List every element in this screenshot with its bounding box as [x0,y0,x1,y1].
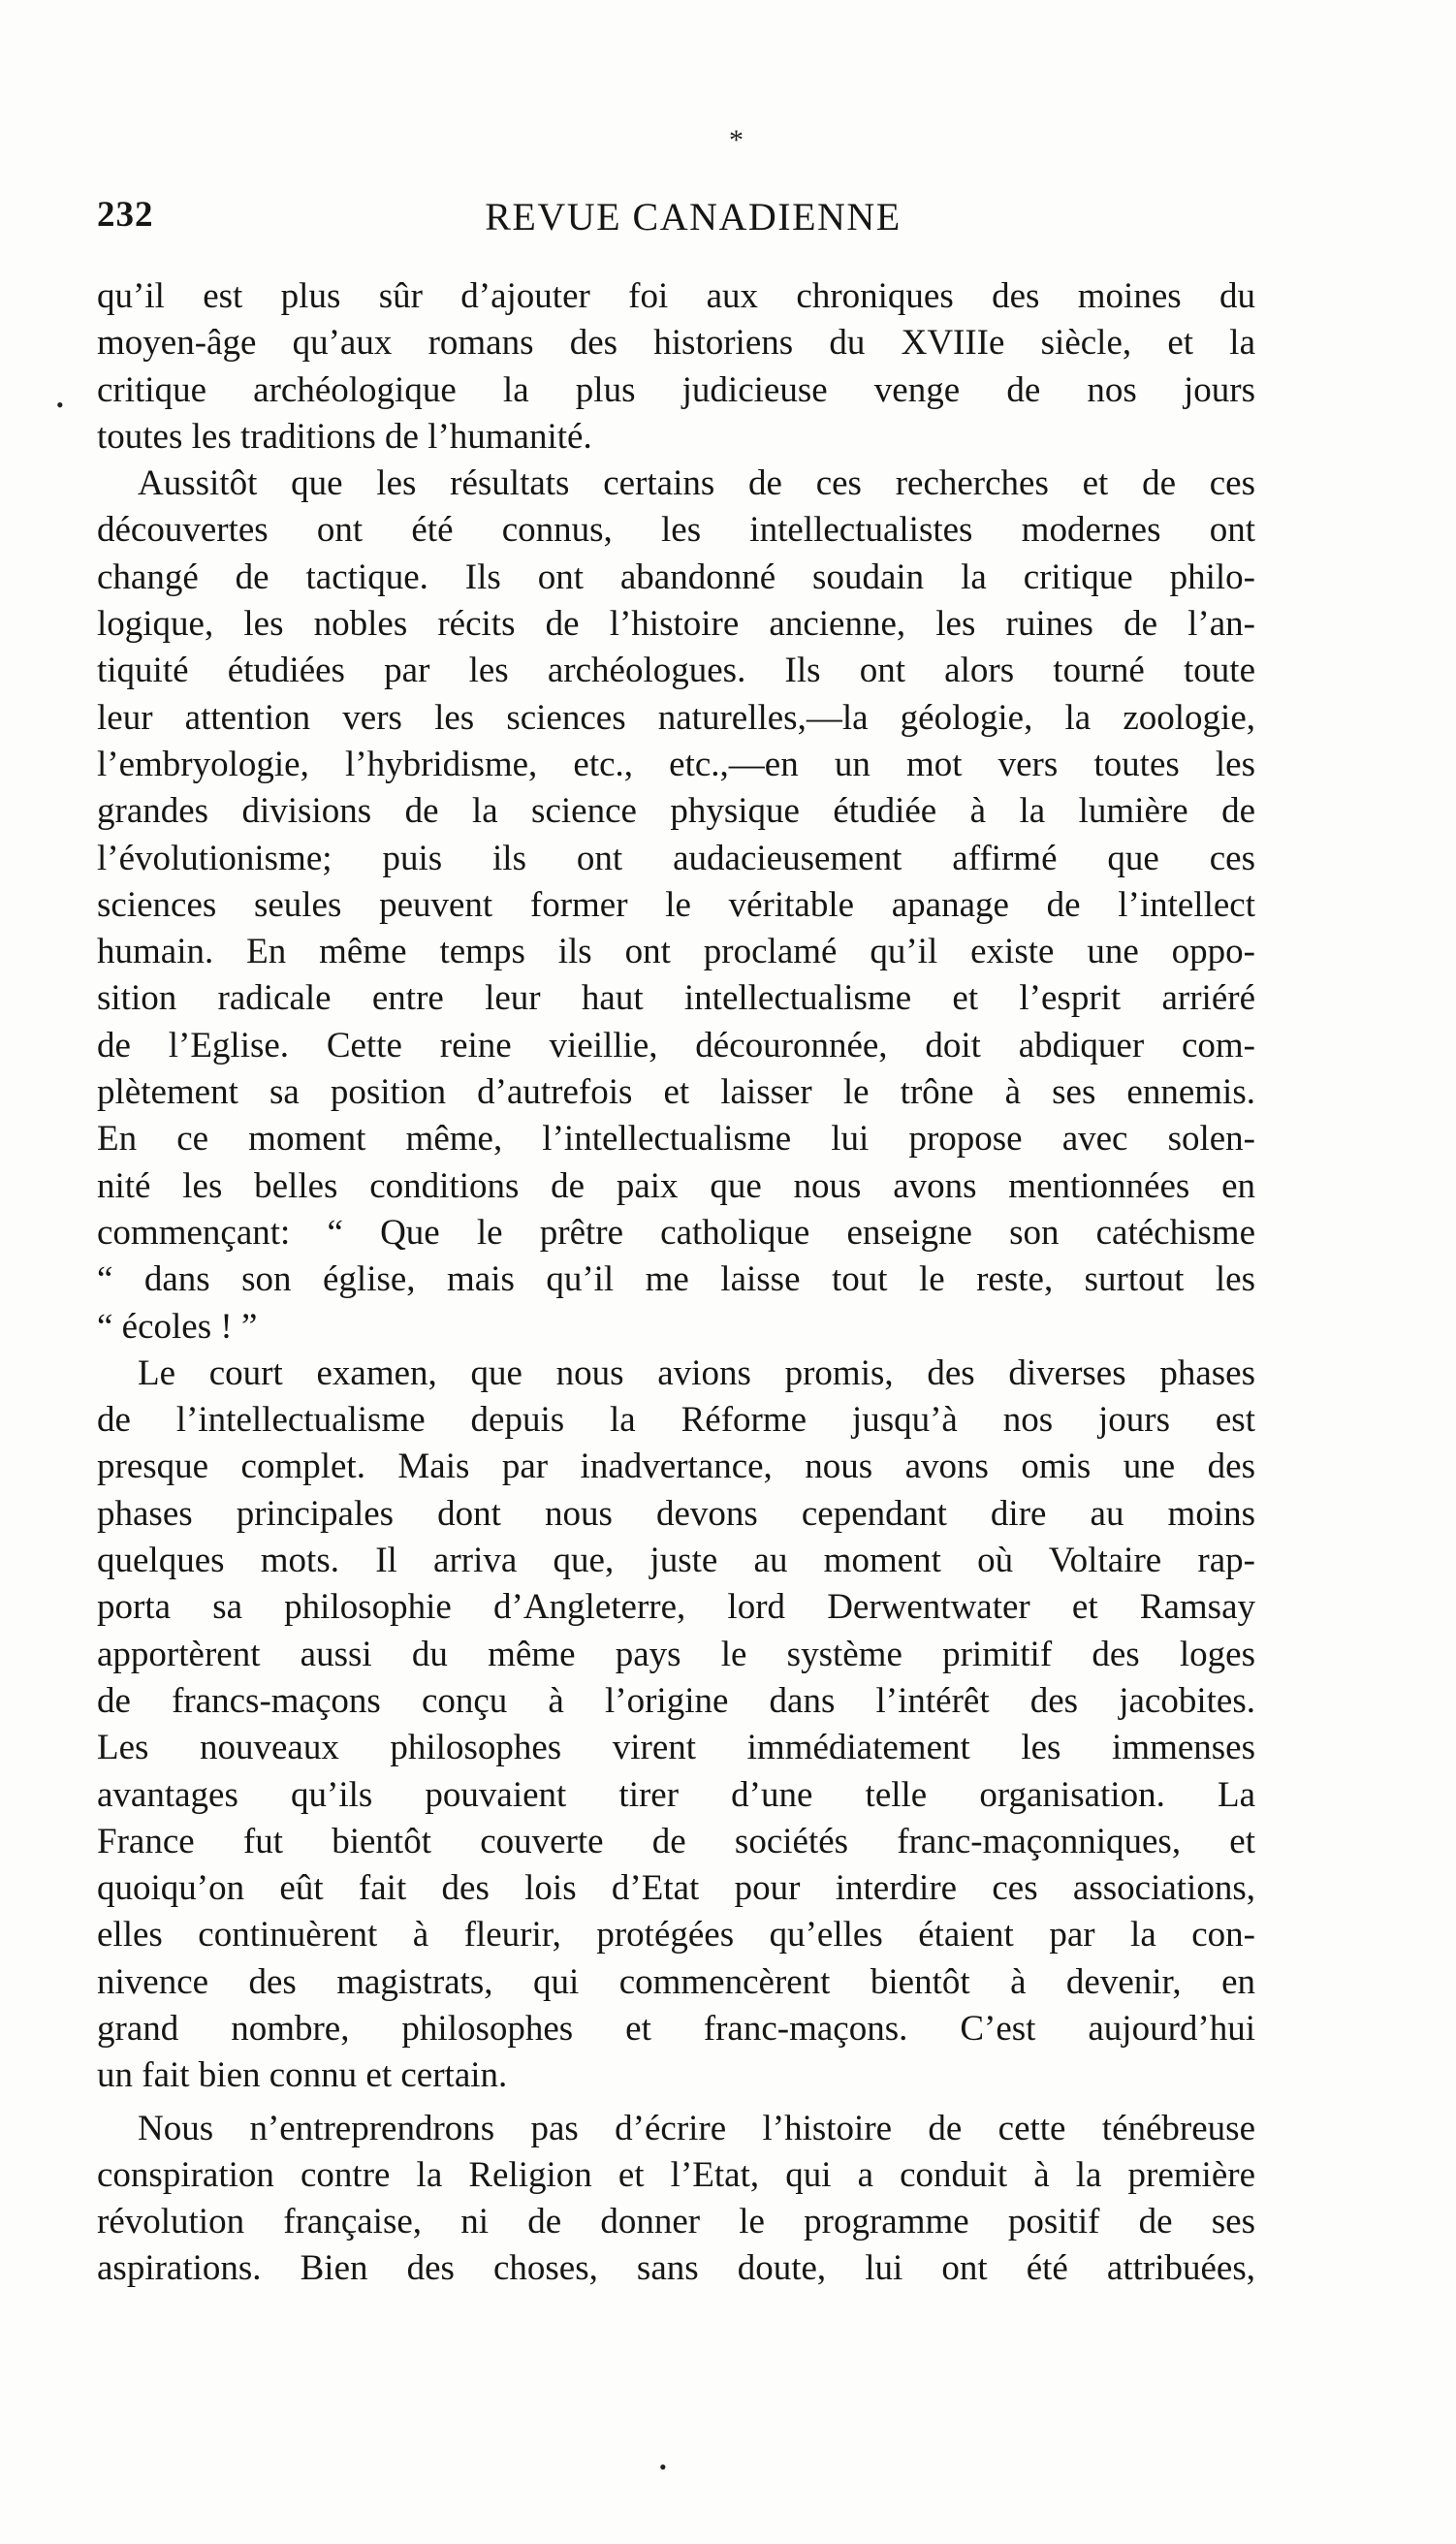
text-line: grand nombre, philosophes et franc-maçons. C’est aujourd’hui [97,2008,1255,2049]
text-line: découvertes ont été connus, les intellectualistes modernes ont [97,510,1255,551]
bottom-dot-mark: • [659,2455,667,2479]
text-line: En ce moment même, l’intellectualisme lui propose avec solen- [97,1119,1255,1160]
text-line: l’évolutionisme; puis ils ont audacieusement affirmé que ces [97,838,1255,878]
text-line: phases principales dont nous devons cependant dire au moins [97,1493,1255,1534]
text-line: sciences seules peuvent former le véritable apanage de l’intellect [97,884,1255,925]
text-line: Le court examen, que nous avions promis, des diverses phases [138,1352,1255,1393]
text-line: l’embryologie, l’hybridisme, etc., etc.,—en un mot vers toutes les [97,744,1255,784]
text-line: humain. En même temps ils ont proclamé qu’il existe une oppo- [97,932,1255,972]
text-line: grandes divisions de la science physique étudiée à la lumière de [97,791,1255,832]
text-line: nivence des magistrats, qui commencèrent bientôt à devenir, en [97,1961,1255,2002]
paragraph-2 [97,461,1255,1351]
body-text [97,273,1255,2293]
text-line: changé de tactique. Ils ont abandonné soudain la critique philo- [97,556,1255,597]
text-line: moyen-âge qu’aux romans des historiens du XVIIIe siècle, et la [97,323,1255,364]
margin-dot-mark: • [56,393,64,417]
text-line: de l’intellectualisme depuis la Réforme jusqu’à nos jours est [97,1400,1255,1441]
page-header [97,194,1289,242]
text-line: un fait bien connu et certain. [97,2055,508,2096]
paragraph-1 [97,273,1255,461]
running-title: REVUE CANADIENNE [485,195,902,238]
text-line: conspiration contre la Religion et l’Etat, qui a conduit à la première [97,2154,1255,2195]
text-line: apportèrent aussi du même pays le système primitif des loges [97,1634,1255,1674]
text-line: sition radicale entre leur haut intellectualisme et l’esprit arriéré [97,978,1255,1019]
text-line: de l’Eglise. Cette reine vieillie, découronnée, doit abdiquer com- [97,1025,1255,1065]
text-line: de francs-maçons conçu à l’origine dans l’intérêt des jacobites. [97,1680,1255,1721]
text-line: France fut bientôt couverte de sociétés franc-maçonniques, et [97,1821,1255,1861]
text-line: aspirations. Bien des choses, sans doute, lui ont été attribuées, [97,2248,1255,2289]
text-line: Nous n’entreprendrons pas d’écrire l’histoire de cette ténébreuse [138,2108,1255,2148]
top-star-mark: * [729,124,744,156]
text-line: révolution française, ni de donner le programme positif de ses [97,2202,1255,2242]
text-line: tiquité étudiées par les archéologues. Ils ont alors tourné toute [97,651,1255,691]
text-line: elles continuèrent à fleurir, protégées qu’elles étaient par la con- [97,1915,1255,1956]
text-line: quoiqu’on eût fait des lois d’Etat pour interdire ces associations, [97,1868,1255,1909]
text-line: commençant: “ Que le prêtre catholique enseigne son catéchisme [97,1212,1255,1253]
text-line: avantages qu’ils pouvaient tirer d’une telle organisation. La [97,1774,1255,1815]
text-line: nité les belles conditions de paix que nous avons mentionnées en [97,1165,1255,1206]
text-line: qu’il est plus sûr d’ajouter foi aux chroniques des moines du [97,276,1255,316]
text-line: quelques mots. Il arriva que, juste au moment où Voltaire rap- [97,1541,1255,1581]
text-line: leur attention vers les sciences naturelles,—la géologie, la zoologie, [97,697,1255,738]
text-line: Les nouveaux philosophes virent immédiatement les immenses [97,1728,1255,1768]
text-line: plètement sa position d’autrefois et laisser le trône à ses ennemis. [97,1072,1255,1113]
text-line: Aussitôt que les résultats certains de ces recherches et de ces [138,463,1255,504]
text-line: critique archéologique la plus judicieuse venge de nos jours [97,369,1255,410]
text-line: toutes les traditions de l’humanité. [97,416,592,457]
page-number: 232 [97,195,154,235]
text-line: logique, les nobles récits de l’histoire ancienne, les ruines de l’an- [97,604,1255,645]
text-line: “ dans son église, mais qu’il me laisse tout le reste, surtout les [97,1259,1255,1300]
paragraph-4 [97,2106,1255,2293]
text-line: presque complet. Mais par inadvertance, nous avons omis une des [97,1447,1255,1487]
text-line: porta sa philosophie d’Angleterre, lord Derwentwater et Ramsay [97,1587,1255,1628]
text-line: “ écoles ! ” [97,1306,258,1347]
paragraph-3 [97,1351,1255,2100]
